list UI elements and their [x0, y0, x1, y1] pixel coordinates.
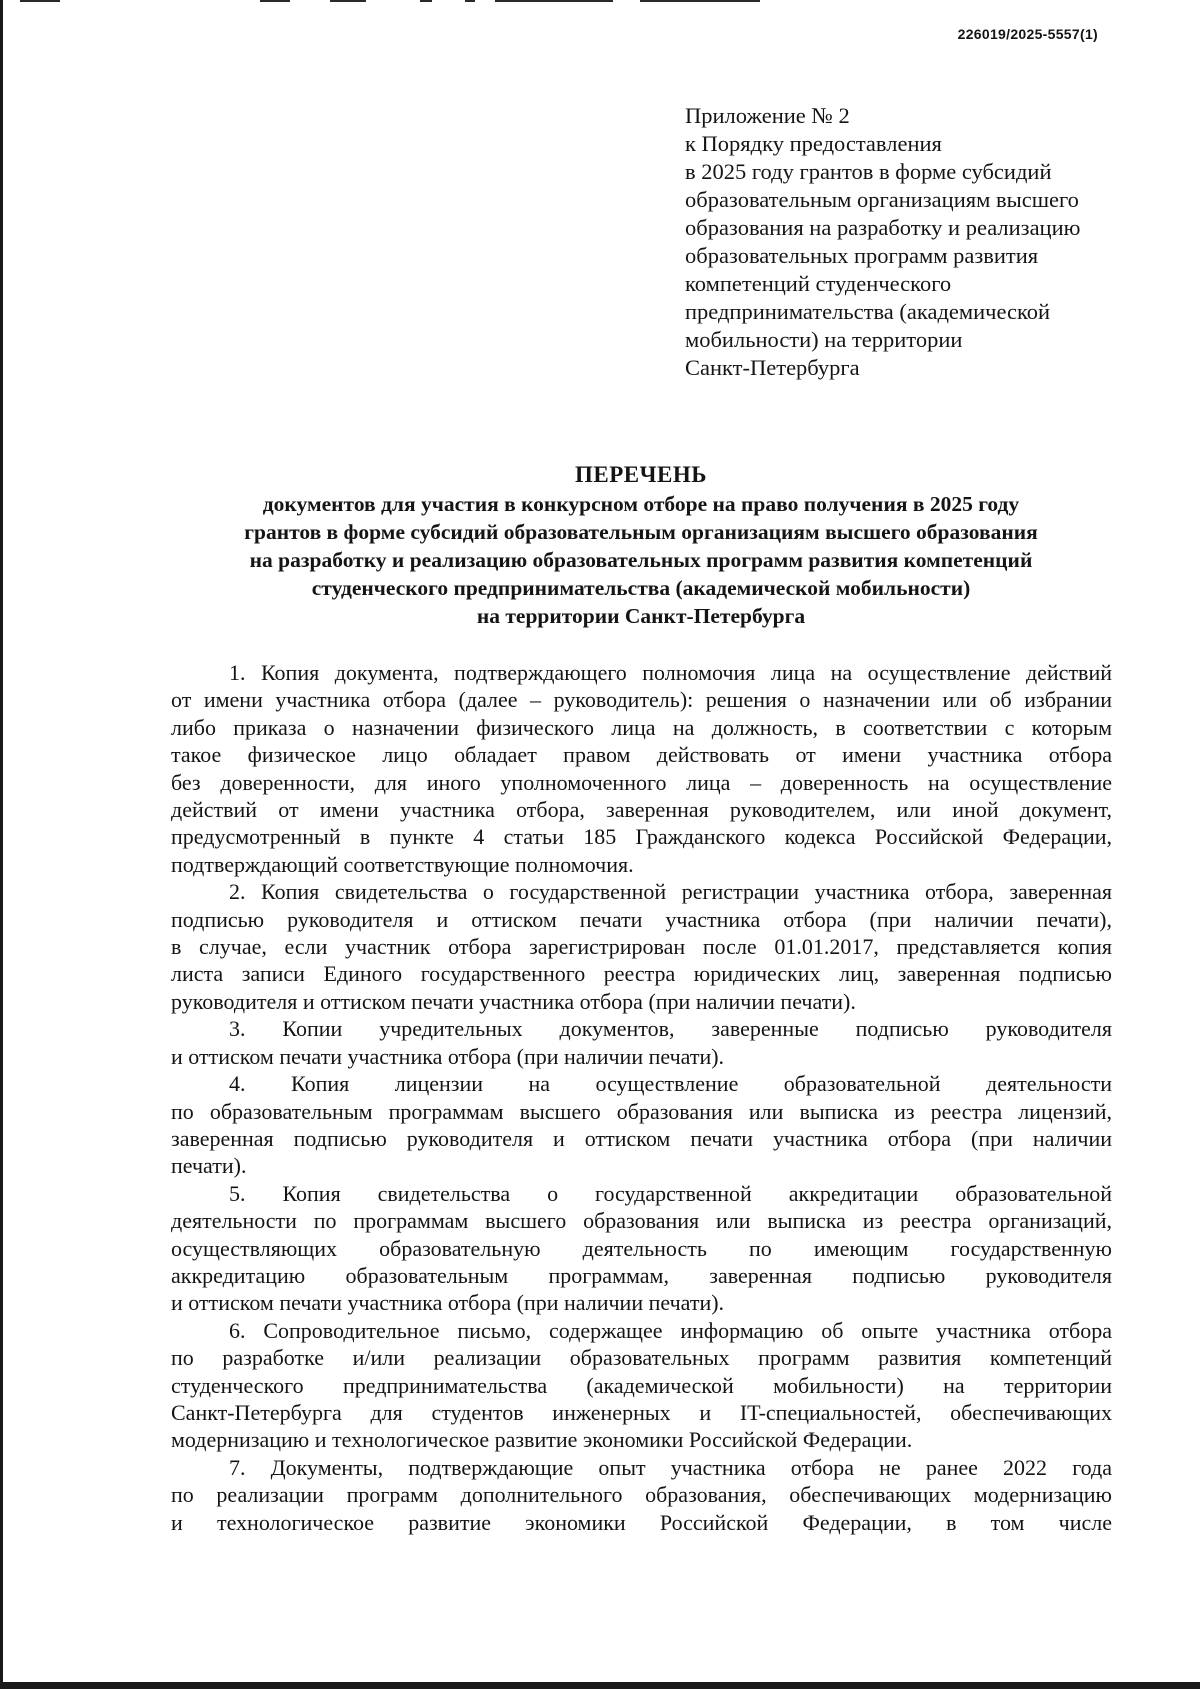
list-item — [171, 1317, 1112, 1454]
list-item-line: Санкт-Петербурга для студентов инженерных и IT-специальностей, обеспечивающих — [171, 1399, 1112, 1425]
list-item-line: либо приказа о назначении физического лица на должность, в соответствии с которым — [171, 714, 1112, 740]
appendix-line: Санкт-Петербурга — [685, 355, 860, 380]
appendix-line: образования на разработку и реализацию — [685, 215, 1081, 240]
list-item-line: 2. Копия свидетельства о государственной регистрации участника отбора, заверенная — [229, 879, 1112, 905]
list-item-line: 3. Копии учредительных документов, заверенные подписью руководителя — [229, 1016, 1112, 1042]
appendix-line: мобильности) на территории — [685, 327, 963, 352]
list-item-line: деятельности по программам высшего образования или выписка из реестра организаций, — [171, 1208, 1112, 1234]
list-item-line: руководителя и оттиском печати участника отбора (при наличии печати). — [171, 988, 856, 1014]
appendix-line: образовательных программ развития — [685, 243, 1039, 268]
list-item — [171, 659, 1112, 878]
list-item-line: в случае, если участник отбора зарегистрирован после 01.01.2017, представляется копия — [171, 934, 1112, 960]
list-item-line: 6. Сопроводительное письмо, содержащее информацию об опыте участника отбора — [229, 1317, 1112, 1343]
list-item-line: листа записи Единого государственного реестра юридических лиц, заверенная подписью — [171, 961, 1112, 987]
list-item-line: и оттиском печати участника отбора (при наличии печати). — [171, 1043, 725, 1069]
list-item — [171, 1070, 1112, 1180]
subtitle-line: на территории Санкт-Петербурга — [476, 604, 806, 628]
list-item-line: подтверждающий соответствующие полномочия. — [171, 851, 634, 877]
list-item-line: действий от имени участника отбора, заверенная руководителем, или иной документ, — [171, 797, 1112, 823]
document-subtitle — [170, 490, 1112, 630]
list-item — [171, 1015, 1112, 1070]
appendix-line: в 2025 году грантов в форме субсидий — [685, 159, 1052, 184]
subtitle-line: студенческого предпринимательства (академической мобильности) — [311, 576, 971, 600]
list-item-line: 7. Документы, подтверждающие опыт участника отбора не ранее 2022 года — [229, 1454, 1112, 1480]
list-item-line: 5. Копия свидетельства о государственной аккредитации образовательной — [229, 1180, 1112, 1206]
list-item-line: заверенная подписью руководителя и оттиском печати участника отбора (при наличии — [171, 1125, 1112, 1151]
list-item-line: 1. Копия документа, подтверждающего полномочия лица на осуществление действий — [229, 660, 1112, 685]
list-item-line: по разработке и/или реализации образовательных программ развития компетенций — [171, 1345, 1112, 1371]
appendix-line: образовательным организациям высшего — [685, 187, 1079, 212]
list-item-line: без доверенности, для иного уполномоченного лица – доверенность на осуществление — [171, 769, 1112, 795]
list-item-line: подписью руководителя и оттиском печати участника отбора (при наличии печати), — [171, 906, 1112, 932]
list-item — [171, 1454, 1112, 1536]
list-item-line: аккредитацию образовательным программам, заверенная подписью руководителя — [171, 1262, 1112, 1288]
scan-top-marks — [0, 0, 760, 4]
list-item-line: по образовательным программам высшего образования или выписка из реестра лицензий, — [171, 1098, 1112, 1124]
list-item-line: модернизацию и технологическое развитие экономики Российской Федерации. — [171, 1427, 913, 1453]
subtitle-line: грантов в форме субсидий образовательным организациям высшего образования — [244, 520, 1038, 544]
list-item-line: 4. Копия лицензии на осуществление образовательной деятельности — [229, 1071, 1112, 1097]
document-title: ПЕРЕЧЕНЬ — [575, 462, 707, 487]
document-list — [171, 659, 1112, 1536]
appendix-line: Приложение № 2 — [685, 103, 850, 128]
list-item-line: и технологическое развитие экономики Российской Федерации, в том числе — [171, 1509, 1112, 1535]
list-item-line: печати). — [171, 1153, 247, 1179]
list-item-line: осуществляющих образовательную деятельность по имеющим государственную — [171, 1235, 1112, 1261]
list-item-line: и оттиском печати участника отбора (при наличии печати). — [171, 1290, 725, 1316]
appendix-line: к Порядку предоставления — [685, 131, 942, 156]
document-heading — [170, 460, 1112, 630]
list-item-line: студенческого предпринимательства (академической мобильности) на территории — [171, 1372, 1112, 1398]
scan-bottom-edge — [0, 1682, 1200, 1689]
registration-number: 226019/2025-5557(1) — [957, 26, 1098, 42]
scan-left-edge — [0, 0, 3, 1689]
subtitle-line: документов для участия в конкурсном отборе на право получения в 2025 году — [262, 492, 1020, 516]
list-item-line: предусмотренный в пункте 4 статьи 185 Гражданского кодекса Российской Федерации, — [171, 824, 1112, 850]
list-item — [171, 878, 1112, 1015]
appendix-line: предпринимательства (академической — [685, 299, 1051, 324]
appendix-note — [685, 102, 1125, 382]
appendix-line: компетенций студенческого — [685, 271, 952, 296]
list-item — [171, 1180, 1112, 1317]
list-item-line: такое физическое лицо обладает правом действовать от имени участника отбора — [171, 742, 1112, 768]
list-item-line: от имени участника отбора (далее – руководитель): решения о назначении или об избрании — [171, 687, 1112, 713]
subtitle-line: на разработку и реализацию образовательных программ развития компетенций — [249, 548, 1033, 572]
list-item-line: по реализации программ дополнительного образования, обеспечивающих модернизацию — [171, 1482, 1112, 1508]
